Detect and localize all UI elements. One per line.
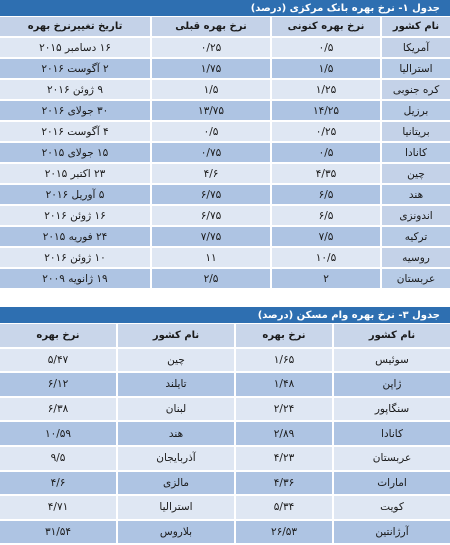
table2-title-text: جدول ۳- نرخ بهره وام مسکن (درصد) [257,310,440,321]
country-cell: کره جنوبی [380,80,450,101]
country-cell: آذربایجان [116,447,234,472]
rate-cell: ۲۶/۵۳ [234,521,332,545]
change-date-cell: ۱۹ ژانویه ۲۰۰۹ [0,269,150,290]
change-date-cell: ۱۵ جولای ۲۰۱۵ [0,143,150,164]
country-cell: روسیه [380,248,450,269]
rate-cell: ۶/۳۸ [0,398,116,423]
country-cell: ترکیه [380,227,450,248]
rate-cell: ۳۱/۵۴ [0,521,116,545]
table-row [0,59,450,80]
table-row [0,101,450,122]
change-date-cell: ۲ آگوست ۲۰۱۶ [0,59,150,80]
table-row [0,472,450,497]
change-date-cell: ۴ آگوست ۲۰۱۶ [0,122,150,143]
previous-rate-cell: ۱/۷۵ [150,59,270,80]
table1-header-previous-rate: نرخ بهره قبلی [150,17,270,38]
table2-title [0,307,450,324]
country-cell: آرژانتین [332,521,450,545]
country-cell: سنگاپور [332,398,450,423]
current-rate-cell: ۲ [270,269,380,290]
table-row [0,496,450,521]
country-cell: بریتانیا [380,122,450,143]
table-row [0,447,450,472]
country-cell: آمریکا [380,38,450,59]
previous-rate-cell: ۴/۶ [150,164,270,185]
previous-rate-cell: ۱۱ [150,248,270,269]
current-rate-cell: ۱/۵ [270,59,380,80]
country-cell: کویت [332,496,450,521]
rate-cell: ۴/۳۶ [234,472,332,497]
country-cell: برزیل [380,101,450,122]
table-row [0,206,450,227]
table1-header-row [0,17,450,38]
table2-header-rate-b: نرخ بهره [0,324,116,349]
table-row [0,373,450,398]
rate-cell: ۱۰/۵۹ [0,422,116,447]
current-rate-cell: ۰/۵ [270,143,380,164]
table-row [0,143,450,164]
country-cell: استرالیا [380,59,450,80]
country-cell: لبنان [116,398,234,423]
country-cell: هند [380,185,450,206]
table-row [0,248,450,269]
change-date-cell: ۹ ژوئن ۲۰۱۶ [0,80,150,101]
previous-rate-cell: ۶/۷۵ [150,206,270,227]
table-row [0,185,450,206]
previous-rate-cell: ۲/۵ [150,269,270,290]
table-row [0,227,450,248]
rate-cell: ۴/۷۱ [0,496,116,521]
change-date-cell: ۳۰ جولای ۲۰۱۶ [0,101,150,122]
rate-cell: ۵/۳۴ [234,496,332,521]
current-rate-cell: ۱/۲۵ [270,80,380,101]
table-row [0,269,450,290]
table2-header-row [0,324,450,349]
rate-cell: ۴/۲۳ [234,447,332,472]
change-date-cell: ۱۶ ژوئن ۲۰۱۶ [0,206,150,227]
table-row [0,349,450,374]
table-row [0,521,450,545]
rate-cell: ۶/۱۲ [0,373,116,398]
current-rate-cell: ۴/۳۵ [270,164,380,185]
country-cell: بلاروس [116,521,234,545]
table-row [0,80,450,101]
table1-header-current-rate: نرخ بهره کنونی [270,17,380,38]
current-rate-cell: ۱۰/۵ [270,248,380,269]
table2-body [0,349,450,545]
table1-body [0,38,450,290]
rate-cell: ۵/۴۷ [0,349,116,374]
current-rate-cell: ۶/۵ [270,185,380,206]
previous-rate-cell: ۱/۵ [150,80,270,101]
country-cell: اندونزی [380,206,450,227]
change-date-cell: ۱۶ دسامبر ۲۰۱۵ [0,38,150,59]
country-cell: ژاپن [332,373,450,398]
table1-header-country: نام کشور [380,17,450,38]
country-cell: هند [116,422,234,447]
change-date-cell: ۲۳ اکتبر ۲۰۱۵ [0,164,150,185]
rate-cell: ۹/۵ [0,447,116,472]
change-date-cell: ۲۴ فوریه ۲۰۱۵ [0,227,150,248]
table2-header-country-b: نام کشور [116,324,234,349]
table1-title-text: جدول ۱- نرخ بهره بانک مرکزی (درصد) [250,3,440,14]
table-row [0,122,450,143]
table-row [0,164,450,185]
previous-rate-cell: ۱۳/۷۵ [150,101,270,122]
previous-rate-cell: ۷/۷۵ [150,227,270,248]
country-cell: عربستان [380,269,450,290]
mortgage-rate-table [0,307,450,545]
current-rate-cell: ۰/۵ [270,38,380,59]
rate-cell: ۱/۶۵ [234,349,332,374]
country-cell: استرالیا [116,496,234,521]
rate-cell: ۲/۲۴ [234,398,332,423]
previous-rate-cell: ۶/۷۵ [150,185,270,206]
country-cell: امارات [332,472,450,497]
country-cell: مالزی [116,472,234,497]
current-rate-cell: ۰/۲۵ [270,122,380,143]
table-row [0,398,450,423]
rate-cell: ۴/۶ [0,472,116,497]
change-date-cell: ۱۰ ژوئن ۲۰۱۶ [0,248,150,269]
change-date-cell: ۵ آوریل ۲۰۱۶ [0,185,150,206]
current-rate-cell: ۶/۵ [270,206,380,227]
country-cell: چین [116,349,234,374]
rate-cell: ۲/۸۹ [234,422,332,447]
rate-cell: ۱/۴۸ [234,373,332,398]
current-rate-cell: ۷/۵ [270,227,380,248]
country-cell: چین [380,164,450,185]
country-cell: سوئیس [332,349,450,374]
country-cell: عربستان [332,447,450,472]
country-cell: تایلند [116,373,234,398]
current-rate-cell: ۱۴/۲۵ [270,101,380,122]
country-cell: کانادا [380,143,450,164]
previous-rate-cell: ۰/۲۵ [150,38,270,59]
table-row [0,422,450,447]
table2-header-rate-a: نرخ بهره [234,324,332,349]
country-cell: کانادا [332,422,450,447]
previous-rate-cell: ۰/۵ [150,122,270,143]
table1-header-change-date: تاریخ تغییرنرخ بهره [0,17,150,38]
table2-header-country-a: نام کشور [332,324,450,349]
table1-title [0,0,450,17]
previous-rate-cell: ۰/۷۵ [150,143,270,164]
table-row [0,38,450,59]
